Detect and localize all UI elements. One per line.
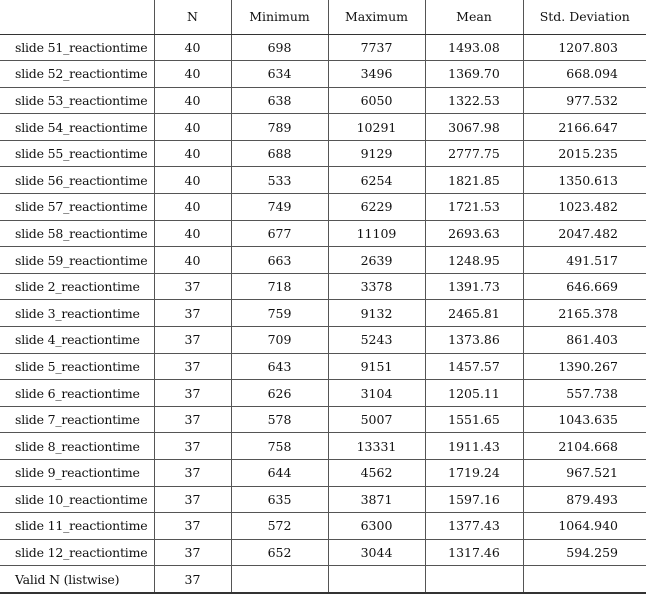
cell-std-deviation: 967.521 [523, 460, 646, 487]
cell-n: 40 [154, 247, 231, 274]
cell-n: 37 [154, 513, 231, 540]
cell-minimum: 698 [231, 34, 328, 61]
header-minimum: Minimum [231, 0, 328, 34]
cell-std-deviation: 861.403 [523, 327, 646, 354]
cell-minimum: 663 [231, 247, 328, 274]
cell-std-deviation: 557.738 [523, 380, 646, 407]
cell-minimum: 626 [231, 380, 328, 407]
cell-mean: 1373.86 [425, 327, 523, 354]
cell-std-deviation: 1350.613 [523, 167, 646, 194]
cell-mean: 1205.11 [425, 380, 523, 407]
cell-maximum: 4562 [328, 460, 425, 487]
cell-minimum: 578 [231, 406, 328, 433]
table-row [0, 513, 646, 540]
table-row [0, 300, 646, 327]
table-row [0, 247, 646, 274]
header-n: N [154, 0, 231, 34]
header-std-deviation: Std. Deviation [523, 0, 646, 34]
table-row [0, 61, 646, 88]
row-label: slide 55_reactiontime [0, 140, 154, 167]
row-label: slide 59_reactiontime [0, 247, 154, 274]
cell-minimum: 644 [231, 460, 328, 487]
cell-minimum: 572 [231, 513, 328, 540]
cell-n: 40 [154, 220, 231, 247]
row-label: slide 51_reactiontime [15, 39, 148, 55]
cell-minimum: 759 [231, 300, 328, 327]
cell-std-deviation: 491.517 [523, 247, 646, 274]
cell-maximum: 7737 [328, 34, 425, 61]
table-row [0, 167, 646, 194]
cell-n: 37 [154, 486, 231, 513]
cell-std-deviation: 977.532 [523, 87, 646, 114]
cell-mean: 1493.08 [425, 34, 523, 61]
cell-maximum: 11109 [328, 220, 425, 247]
row-label: slide 56_reactiontime [0, 167, 154, 194]
cell-maximum [328, 566, 425, 593]
cell-std-deviation: 1023.482 [523, 194, 646, 221]
cell-std-deviation: 1390.267 [523, 353, 646, 380]
row-label: slide 5_reactiontime [0, 353, 154, 380]
cell-maximum: 3496 [328, 61, 425, 88]
cell-maximum: 3104 [328, 380, 425, 407]
cell-n: 37 [154, 433, 231, 460]
cell-mean: 1821.85 [425, 167, 523, 194]
cell-maximum: 9129 [328, 140, 425, 167]
cell-mean [425, 566, 523, 593]
header-corner [0, 0, 154, 34]
cell-mean: 1457.57 [425, 353, 523, 380]
table-row [0, 433, 646, 460]
row-label: slide 6_reactiontime [0, 380, 154, 407]
cell-mean: 1369.70 [425, 61, 523, 88]
cell-maximum: 9151 [328, 353, 425, 380]
header-row [0, 0, 646, 34]
table-row [0, 539, 646, 566]
cell-std-deviation: 594.259 [523, 539, 646, 566]
cell-minimum: 789 [231, 114, 328, 141]
cell-minimum: 677 [231, 220, 328, 247]
cell-maximum: 6300 [328, 513, 425, 540]
row-label: slide 3_reactiontime [0, 300, 154, 327]
cell-maximum: 2639 [328, 247, 425, 274]
cell-mean: 2777.75 [425, 140, 523, 167]
header-mean: Mean [425, 0, 523, 34]
cell-maximum: 5007 [328, 406, 425, 433]
cell-n: 37 [154, 300, 231, 327]
header-maximum: Maximum [328, 0, 425, 34]
cell-n: 40 [154, 140, 231, 167]
cell-mean: 2693.63 [425, 220, 523, 247]
cell-n: 37 [154, 460, 231, 487]
cell-minimum: 533 [231, 167, 328, 194]
row-label: slide 57_reactiontime [0, 194, 154, 221]
cell-n: 37 [154, 406, 231, 433]
cell-mean: 1377.43 [425, 513, 523, 540]
cell-n: 40 [154, 87, 231, 114]
cell-n: 37 [154, 273, 231, 300]
table-row [0, 460, 646, 487]
cell-minimum [231, 566, 328, 593]
cell-maximum: 9132 [328, 300, 425, 327]
cell-mean: 1719.24 [425, 460, 523, 487]
cell-minimum: 718 [231, 273, 328, 300]
cell-mean: 3067.98 [425, 114, 523, 141]
cell-n: 37 [154, 539, 231, 566]
table-row [0, 87, 646, 114]
cell-n: 37 [154, 327, 231, 354]
cell-n: 40 [154, 114, 231, 141]
row-label: slide 9_reactiontime [0, 460, 154, 487]
row-label: slide 12_reactiontime [0, 539, 154, 566]
cell-mean: 1597.16 [425, 486, 523, 513]
table-row [0, 194, 646, 221]
cell-n: 40 [154, 194, 231, 221]
cell-n: 40 [154, 34, 231, 61]
table-row [0, 273, 646, 300]
cell-minimum: 709 [231, 327, 328, 354]
row-label: slide 8_reactiontime [0, 433, 154, 460]
cell-maximum: 13331 [328, 433, 425, 460]
cell-mean: 1391.73 [425, 273, 523, 300]
cell-minimum: 652 [231, 539, 328, 566]
table-row [0, 140, 646, 167]
row-label: Valid N (listwise) [0, 566, 154, 593]
table-row [0, 34, 646, 61]
cell-n: 40 [154, 167, 231, 194]
cell-mean: 1322.53 [425, 87, 523, 114]
cell-mean: 1317.46 [425, 539, 523, 566]
cell-std-deviation [523, 566, 646, 593]
cell-minimum: 635 [231, 486, 328, 513]
row-label: slide 4_reactiontime [0, 327, 154, 354]
cell-maximum: 10291 [328, 114, 425, 141]
table-row [0, 220, 646, 247]
row-label: slide 58_reactiontime [0, 220, 154, 247]
table-row [0, 380, 646, 407]
cell-maximum: 6229 [328, 194, 425, 221]
row-label: slide 11_reactiontime [0, 513, 154, 540]
cell-maximum: 5243 [328, 327, 425, 354]
cell-std-deviation: 2166.647 [523, 114, 646, 141]
cell-std-deviation: 1043.635 [523, 406, 646, 433]
cell-std-deviation: 646.669 [523, 273, 646, 300]
cell-std-deviation: 879.493 [523, 486, 646, 513]
table-row [0, 406, 646, 433]
cell-std-deviation: 1064.940 [523, 513, 646, 540]
cell-mean: 1911.43 [425, 433, 523, 460]
cell-maximum: 3871 [328, 486, 425, 513]
cell-maximum: 6254 [328, 167, 425, 194]
table-row [0, 353, 646, 380]
cell-mean: 1551.65 [425, 406, 523, 433]
row-label: slide 52_reactiontime [0, 61, 154, 88]
cell-n: 37 [154, 380, 231, 407]
cell-minimum: 749 [231, 194, 328, 221]
cell-mean: 1721.53 [425, 194, 523, 221]
cell-mean: 1248.95 [425, 247, 523, 274]
cell-minimum: 638 [231, 87, 328, 114]
cell-std-deviation: 2047.482 [523, 220, 646, 247]
cell-minimum: 643 [231, 353, 328, 380]
cell-maximum: 3044 [328, 539, 425, 566]
cell-std-deviation: 2104.668 [523, 433, 646, 460]
table-row [0, 114, 646, 141]
cell-minimum: 688 [231, 140, 328, 167]
cell-n: 37 [154, 566, 231, 593]
cell-std-deviation: 1207.803 [523, 34, 646, 61]
cell-std-deviation: 2165.378 [523, 300, 646, 327]
cell-std-deviation: 2015.235 [523, 140, 646, 167]
cell-std-deviation: 668.094 [523, 61, 646, 88]
table-row [0, 486, 646, 513]
table-row [0, 566, 646, 593]
row-label: slide 10_reactiontime [0, 486, 154, 513]
row-label: slide 7_reactiontime [0, 406, 154, 433]
cell-n: 40 [154, 61, 231, 88]
row-label: slide 53_reactiontime [0, 87, 154, 114]
table-row [0, 327, 646, 354]
row-label: slide 54_reactiontime [0, 114, 154, 141]
cell-minimum: 634 [231, 61, 328, 88]
cell-minimum: 758 [231, 433, 328, 460]
row-label: slide 2_reactiontime [0, 273, 154, 300]
cell-mean: 2465.81 [425, 300, 523, 327]
cell-n: 37 [154, 353, 231, 380]
cell-maximum: 6050 [328, 87, 425, 114]
cell-maximum: 3378 [328, 273, 425, 300]
